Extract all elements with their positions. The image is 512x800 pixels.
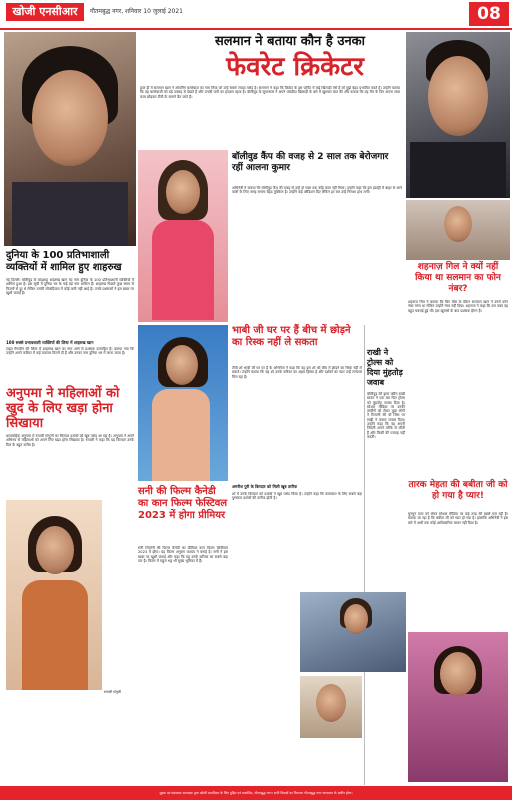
katrina-body: अभिनेत्री ने बताया कि बॉलीवुड कैंप की वजह से उन्हें दो साल तक कोई काम नहीं मिला। उन्होंने कहा कि इस इंडस्ट्री में बाहर से आने वालों के लिए जगह बनाना बेहद मुश्किल है। उन्होंने कई ऑडिशन दिए लेकिन हर बार उन्हें निराशा हाथ लगी। xyxy=(232,186,402,195)
masthead-rule xyxy=(0,28,512,30)
lead-body: हाल ही में सलमान खान ने ओपनिंग बल्लेबाज़ का नाम लिया जो उन्हें सबसे ज्यादा पसंद है। सलमान ने कहा कि क्रिकेट के इस फॉर्मेट में कई खिलाड़ी ऐसे हैं जो मुझे बेहद प्रभावित करते हैं। उन्होंने बताया कि वह बल्लेबाज़ी को बड़े उत्साह से देखते हैं और उनकी पारी का इंतज़ार रहता है। बॉलीवुड के सुपरस्टार ने अपने पसंदीदा खिलाड़ी के बारे में खुलकर बात की और बताया कि वह मैच के दिन अपना सारा काम छोड़कर टीवी के सामने बैठ जाते हैं। xyxy=(140,86,400,99)
tarak-headline: तारक मेहता की बबीता जी को हो गया है प्यार! xyxy=(408,480,508,501)
actress-photo xyxy=(138,150,228,322)
bhabi-headline: भाबी जी घर पर हैं बीच में छोड़ने का रिस्क नहीं ले सकता xyxy=(232,325,351,348)
bhabi-subhead: अमरीश पुरी के किरदार को मिली खूब तारीफ xyxy=(232,484,298,489)
shahrukh-photo xyxy=(4,32,136,246)
column-divider xyxy=(364,325,365,785)
tarak-body: मुनमुन दत्ता को लेकर सोशल मीडिया पर कई तरह की खबरें चल रही हैं। बताया जा रहा है कि बबीता जी को प्यार हो गया है। हालांकि अभिनेत्री ने इस बारे में अभी तक कोई आधिकारिक बयान नहीं दिया है। xyxy=(408,512,508,525)
katrina-headline: बॉलीवुड कैंप की वजह से 2 साल तक बेरोजगार रहीं आलना कुमार xyxy=(232,152,389,173)
anupama-body: धारावाहिक अनुपमा में रुपाली गांगुली का किरदार दर्शकों को खूब पसंद आ रहा है। अनुपमा ने अपने अभिनय से महिलाओं को अपने लिए खड़ा होना सिखाया है। रुपाली ने कहा कि यह किरदार उनके दिल के बहुत करीब है। xyxy=(6,434,134,447)
rakhi-headline: राखी ने ट्रोल्स को दिया मुंहतोड़ जवाब xyxy=(367,348,403,387)
lead-kicker: सलमान ने बताया कौन है उनका xyxy=(214,34,366,49)
shahrukh-body: नई दिल्ली। बॉलीवुड के बादशाह शाहरुख खान का नाम दुनिया के 100 प्रतिभाशाली व्यक्तियों में शामिल हुआ है। इस सूची में दुनिया भर के कई बड़े नाम शामिल हैं। शाहरुख पिछले कुछ समय से फिल्मों से दूर थे लेकिन उनकी लोकप्रियता में कोई कमी नहीं आई है। उनके प्रशंसकों ने इस खबर पर खुशी जताई है। xyxy=(6,278,134,295)
anupama-caption: रुपाली गांगुली xyxy=(104,690,121,694)
salman-photo xyxy=(406,32,510,198)
shehnaaz-headline: शहनाज़ गिल ने क्यों नहीं किया था सलमान का फोन नंबर? xyxy=(415,262,501,294)
sunny-headline: सनी की फिल्म कैनेडी का कान फिल्म फेस्टिवल 2023 में होगा प्रीमियर xyxy=(138,486,228,521)
page-number: 08 xyxy=(469,2,509,26)
anupama-photo xyxy=(6,500,102,690)
bhabi-actor-photo xyxy=(300,676,362,738)
shahrukh-headline: दुनिया के 100 प्रतिभाशाली व्यक्तियों में शामिल हुए शाहरुख xyxy=(6,250,122,273)
dateline: गौतमबुद्ध नगर, शनिवार 10 जुलाई 2021 xyxy=(90,8,183,15)
sunny-photo xyxy=(138,325,228,481)
bhabi-body2: शो में उनके किरदार को दर्शकों ने खूब पसंद किया है। उन्होंने कहा कि कलाकार के लिए सबसे बड़ा पुरस्कार दर्शकों की तारीफ होती है। xyxy=(232,492,362,501)
sunny-body: सनी लियोनी की फिल्म कैनेडी का प्रीमियर कान फिल्म फेस्टिवल 2023 में होगा। यह फिल्म अनुराग कश्यप ने बनाई है। सनी ने इस खबर पर खुशी जताई और कहा कि यह उनके करियर का सबसे बड़ा पल है। फिल्म में राहुल भट्ट भी मुख्य भूमिका में हैं। xyxy=(138,546,228,563)
rakhi-body: बॉलीवुड की ड्रामा क्वीन राखी सावंत ने एक बार फिर ट्रोल्स को मुंहतोड़ जवाब दिया है। सोशल मीडिया पर उनकी तस्वीरों को लेकर कुछ लोगों ने टिप्पणी की थी जिस पर राखी ने करारा जवाब दिया। उन्होंने कहा कि वह अपनी जिंदगी अपने तरीके से जीती हैं और किसी की परवाह नहीं करतीं। xyxy=(367,392,405,439)
footer: मुद्रक एवं प्रकाशक सम्पादक द्वारा खोजी एनसीआर के लिए मुद्रित एवं प्रकाशित, गौतमबुद्ध नगर। सभी विवादों का निपटारा गौतमबुद्ध नगर न्यायालय के अधीन होगा। xyxy=(0,786,512,800)
shehnaaz-body: शहनाज गिल ने बताया कि बिग बॉस के दौरान सलमान खान ने उनसे फोन नंबर मांगा था लेकिन उन्होंने नंबर नहीं दिया। शहनाज ने कहा कि उस वक्त वह बहुत घबराई हुई थीं। इस खुलासे के बाद प्रशंसक हैरान हैं। xyxy=(408,300,508,313)
lead-headline: फेवरेट क्रिकेटर xyxy=(226,52,364,82)
bhabi-body: टीवी शो भाबी जी घर पर हैं के अभिनेता ने कहा कि वह इस शो को बीच में छोड़ने का रिस्क नहीं ले सकते। उन्होंने बताया कि यह शो उनके करियर का अहम हिस्सा है और दर्शकों का प्यार उन्हें लगातार मिल रहा है। xyxy=(232,366,362,379)
shahrukh-body2: टाइम मैगजीन की लिस्ट में शाहरुख खान का नाम आने से प्रशंसक उत्साहित हैं। बताया गया कि उन्होंने अपने करियर में कई यादगार फिल्में दी हैं और उनका नाम दुनिया भर में जाना जाता है। xyxy=(6,347,134,356)
brand-logo: खोजी एनसीआर xyxy=(6,3,84,21)
tarak-photo xyxy=(408,632,508,782)
shehnaaz-photo xyxy=(406,200,510,260)
anupama-headline: अनुपमा ने महिलाओं को खुद के लिए खड़ा होना सिखाया xyxy=(6,386,120,431)
rakhi-photo xyxy=(300,592,406,672)
shahrukh-subhead: 100 सबसे प्रभावशाली व्यक्तियों की लिस्ट में शाहरुख खान xyxy=(6,340,94,345)
